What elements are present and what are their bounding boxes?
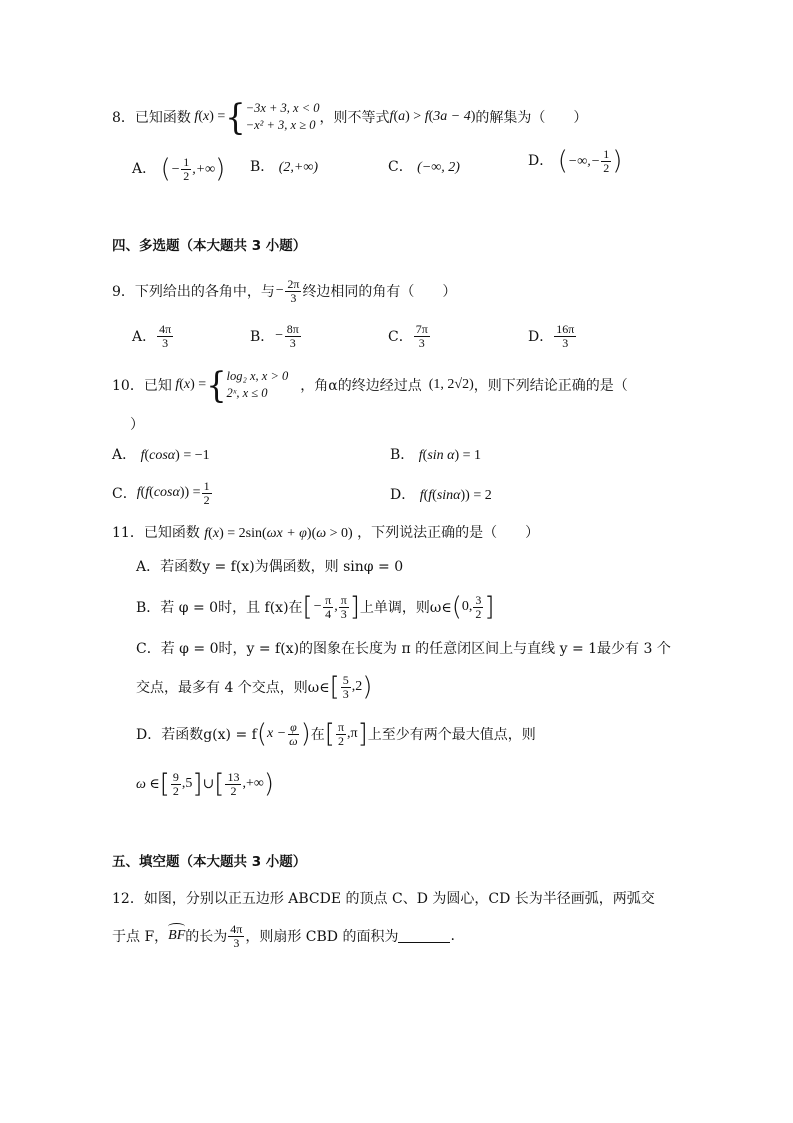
q11-opt-c-line1: C．若 φ = 0时，y = f(x)的图象在长度为 π 的任意闭区间上与直线 y = 1最少有 3 个 xyxy=(136,641,671,657)
q9-opt-b: B． − $\frac{8\pi}{3}$ xyxy=(250,321,299,350)
q9-opt-d: D． $\frac{16\pi}{3}$ xyxy=(528,321,575,350)
q8-opt-b xyxy=(250,156,318,176)
q10-mid: ，角α的终边经过点 xyxy=(300,378,422,394)
q11-suffix: ，下列说法正确的是（ ） xyxy=(357,525,540,541)
q8-mid: ，则不等式 xyxy=(319,110,390,126)
q12-line2: 于点 F， BF 的长为 $\frac{4\pi}{3}$ ，则扇形 CBD 的面积为 . xyxy=(112,921,455,950)
q11-prefix: 11．已知函数 xyxy=(112,525,200,541)
q10-opt-c-label: C． xyxy=(112,486,137,502)
q10-opt-d: D． f(f(sinα)) = 2 xyxy=(390,487,492,503)
q12-arc xyxy=(168,928,185,944)
q10-opt-a: A． f(cosα) = −1 xyxy=(112,447,210,463)
q10-point: (1, 2√2) xyxy=(428,377,474,392)
q12-end: . xyxy=(450,928,455,944)
q8-opt-b-value: (2,+∞) xyxy=(278,160,319,175)
q8-opt-c-label: C． xyxy=(388,159,413,175)
q8-options xyxy=(132,148,632,184)
q9-opt-a-label: A． xyxy=(132,329,157,345)
q12-line2-suf: ，则扇形 CBD 的面积为 xyxy=(245,929,399,945)
q8-opt-d-label: D． xyxy=(528,153,554,170)
q11-stem: 11．已知函数 f(x) = 2sin(ωx + φ)(ω > 0) ，下列说法正确的是（ ） xyxy=(112,525,540,541)
q10-opt-b-label: B． xyxy=(390,447,415,463)
q8-fx: f(x) = xyxy=(190,109,226,124)
q10-close: ） xyxy=(130,417,144,433)
q11-opt-a: A．若函数y = f(x)为偶函数，则 sinφ = 0 xyxy=(136,559,404,575)
q9-opt-c-label: C． xyxy=(388,329,413,345)
q10-opt-d-label: D． xyxy=(390,487,416,503)
q9-stem: 9．下列给出的各角中，与 − $\frac{2\pi}{3}$ 终边相同的角有（ ） xyxy=(112,276,457,305)
q10-opt-a-label: A． xyxy=(112,447,137,463)
q8-inequality: f(a) > f(3a − 4) xyxy=(389,109,476,124)
q9-opt-c: C． $\frac{7\pi}{3}$ xyxy=(388,321,428,350)
q12-line2-pre: 于点 F， xyxy=(112,929,169,945)
q8-opt-c-value: (−∞, 2) xyxy=(417,160,460,175)
q9-opt-b-label: B． xyxy=(250,329,275,345)
q8-suffix: 的解集为（ ） xyxy=(475,110,588,126)
q8-opt-c xyxy=(388,156,460,176)
q8-prefix: 8．已知函数 xyxy=(112,110,191,126)
q10-suffix: ，则下列结论正确的是（ xyxy=(473,378,628,394)
q9-options xyxy=(132,318,632,356)
q11-opt-d-line1: D．若函数g(x) = f ( x − $\frac{\varphi}{\omega}$ ) 在 [ $\frac{\pi}{2}$ ,π ] 上至少有两个最大值点，则 xyxy=(136,719,536,749)
q12-line1: 12．如图，分别以正五边形 ABCDE 的顶点 C、D 为圆心，CD 长为半径画弧，两弧交 xyxy=(112,891,655,907)
q10-prefix: 10．已知 xyxy=(112,378,172,394)
q8-pieces xyxy=(246,100,320,134)
q10-stem: 10．已知 f(x) = { log₂ x, x > 0 2ˣ, x ≤ 0 ，角α的终边经过点 (1, 2√2) ，则下列结论正确的是（ xyxy=(112,364,628,406)
q8-opt-a-label: A． xyxy=(132,161,157,178)
q11-opt-c-line2: 交点，最多有 4 个交点，则ω∈ [ $\frac{5}{3}$ ,2 ) xyxy=(136,672,373,702)
q8-brace: { xyxy=(225,96,246,138)
q11-opt-d-suf: 上至少有两个最大值点，则 xyxy=(367,727,536,743)
q9-opt-a: A． $\frac{4\pi}{3}$ xyxy=(132,321,172,350)
q10-piece1: log₂ x, x > 0 xyxy=(226,369,289,384)
q11-opt-d-mid: 在 xyxy=(310,727,325,743)
q11-opt-d-line2: ω ∈ [ $\frac{9}{2}$ ,5 ] ∪ [ $\frac{13}{2}$ ,+∞ ) xyxy=(136,769,274,799)
q9-angle: $\frac{2\pi}{3}$ xyxy=(287,276,300,305)
section-5-heading: 五、填空题（本大题共 3 小题） xyxy=(112,854,307,870)
q11-opt-c-line2-pre: 交点，最多有 4 个交点，则ω∈ xyxy=(136,680,330,696)
q8-opt-a: A． (− $\frac{1}{2}$ ,+∞) xyxy=(132,154,226,185)
q8-piece2: −x² + 3, x ≥ 0 xyxy=(245,118,316,132)
q8-opt-d: D． (−∞,− $\frac{1}{2}$ ) xyxy=(528,146,623,177)
q11-opt-b-pre: B．若 φ = 0时，且 f(x)在 xyxy=(136,600,303,616)
q8-stem xyxy=(112,96,588,138)
q10-piece2: 2ˣ, x ≤ 0 xyxy=(226,386,268,400)
section-4-heading: 四、多选题（本大题共 3 小题） xyxy=(112,238,307,254)
q12-answer-blank[interactable] xyxy=(398,930,450,943)
q11-opt-d-pre: D．若函数g(x) = f xyxy=(136,727,257,743)
q10-opt-c: C． f(f(cosα)) = $\frac{1}{2}$ xyxy=(112,478,210,507)
q9-opt-d-label: D． xyxy=(528,329,554,345)
q11-opt-b-mid: 上单调，则ω∈ xyxy=(359,600,452,616)
q9-prefix: 9．下列给出的各角中，与 xyxy=(112,284,275,300)
q10-pieces xyxy=(227,368,289,402)
q10-opt-b: B． f(sin α) = 1 xyxy=(390,447,482,463)
q9-suffix: 终边相同的角有（ ） xyxy=(302,284,457,300)
q8-piece1: −3x + 3, x < 0 xyxy=(245,101,320,116)
q12-arc-label: BF xyxy=(168,928,186,943)
q12-line2-mid: 的长为 xyxy=(185,929,228,945)
q8-opt-b-label: B． xyxy=(250,159,275,175)
q11-opt-b: B．若 φ = 0时，且 f(x)在 [ − $\frac{\pi}{4}$ , $\frac{\pi}{3}$ ] 上单调，则ω∈ ( 0, $\frac{3}{2}$ ] xyxy=(136,592,495,622)
